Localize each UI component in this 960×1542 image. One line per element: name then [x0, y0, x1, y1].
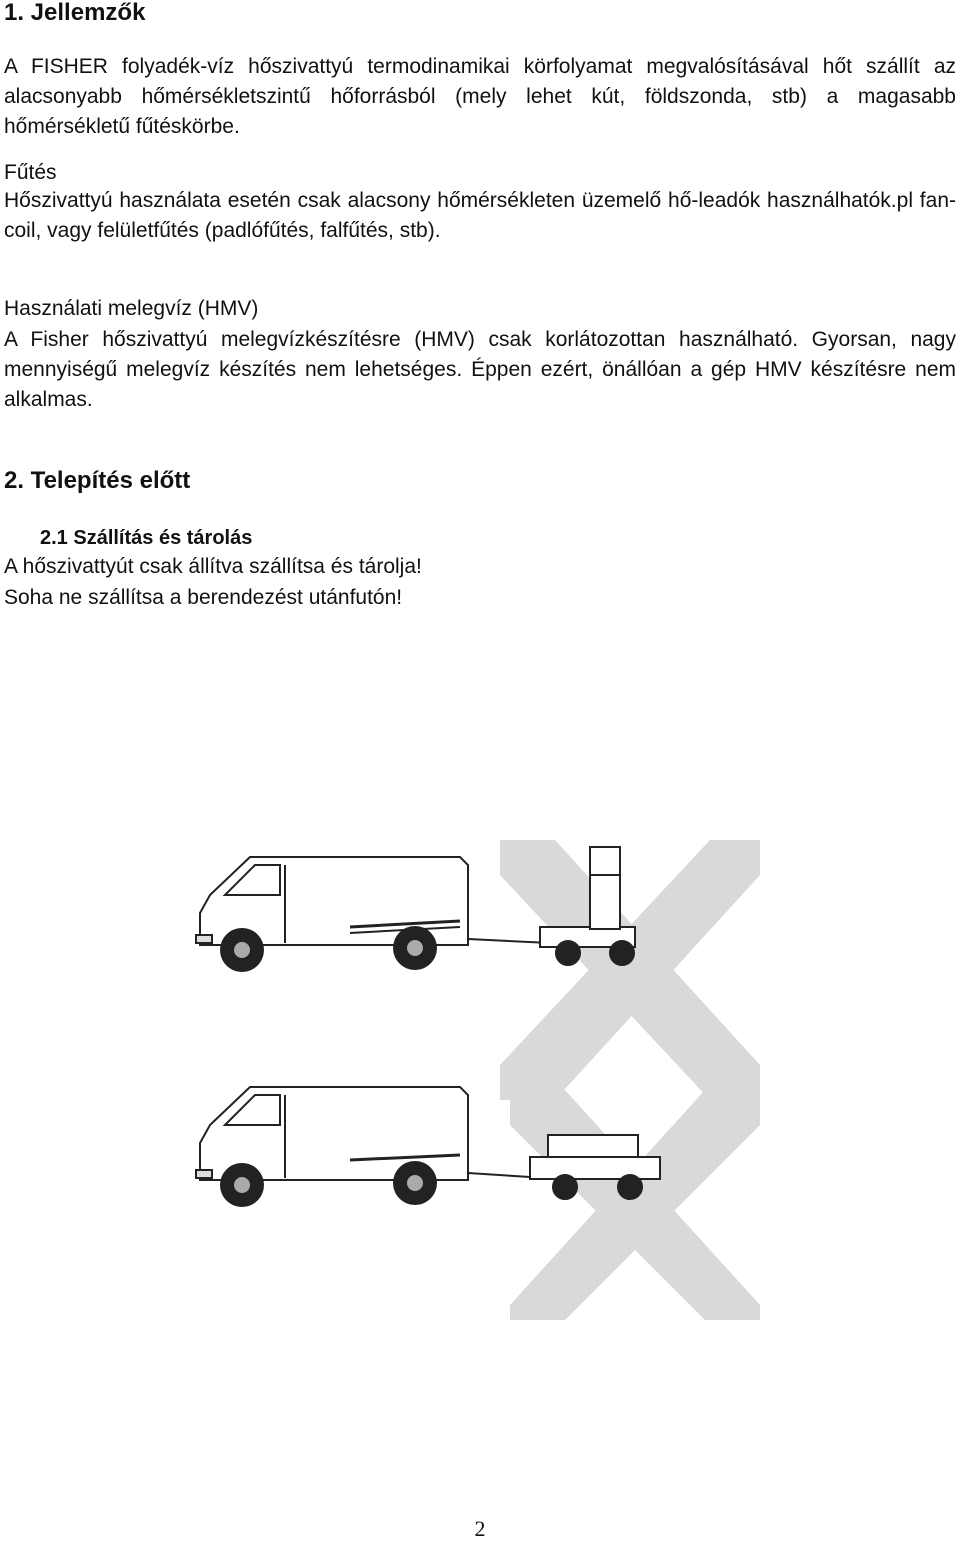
page-number: 2: [474, 1516, 486, 1541]
intro-paragraph: A FISHER folyadék-víz hőszivattyú termodinamikai körfolyamat megvalósításával hőt szállít az alacsonyabb hőmérsékletszintű hőforrásból (mely lehet kút, földszonda, stb) a magasabb hőmérsékletű fűtéskörbe.: [4, 55, 956, 138]
hmv-title: Használati melegvíz (HMV): [4, 297, 259, 320]
section-2-1-heading: 2.1 Szállítás és tárolás: [40, 527, 253, 549]
heating-title: Fűtés: [4, 161, 57, 184]
forbidden-cross-top: [500, 840, 760, 1100]
forbidden-cross-bottom: [510, 1090, 760, 1320]
section-2-heading: 2. Telepítés előtt: [4, 467, 191, 494]
transport-instruction-no-trailer: Soha ne szállítsa a berendezést utánfutón!: [4, 586, 403, 609]
heating-paragraph: Hőszivattyú használata esetén csak alacsony hőmérsékleten üzemelő hő-leadók használhatók.pl fan-coil, vagy felületfűtés (padlófűtés, falfűtés, stb).: [4, 189, 956, 242]
hmv-paragraph: A Fisher hőszivattyú melegvízkészítésre (HMV) csak korlátozottan használható. Gyorsan, nagy mennyiségű melegvíz készítés nem lehetséges. Éppen ezért, önállóan a gép HMV készítésre nem alkalmas.: [4, 328, 956, 411]
van-with-trailer-forbidden-illustration: [170, 835, 760, 1320]
section-1-heading: 1. Jellemzők: [4, 0, 146, 26]
transport-instruction-upright: A hőszivattyút csak állítva szállítsa és tárolja!: [4, 555, 422, 578]
